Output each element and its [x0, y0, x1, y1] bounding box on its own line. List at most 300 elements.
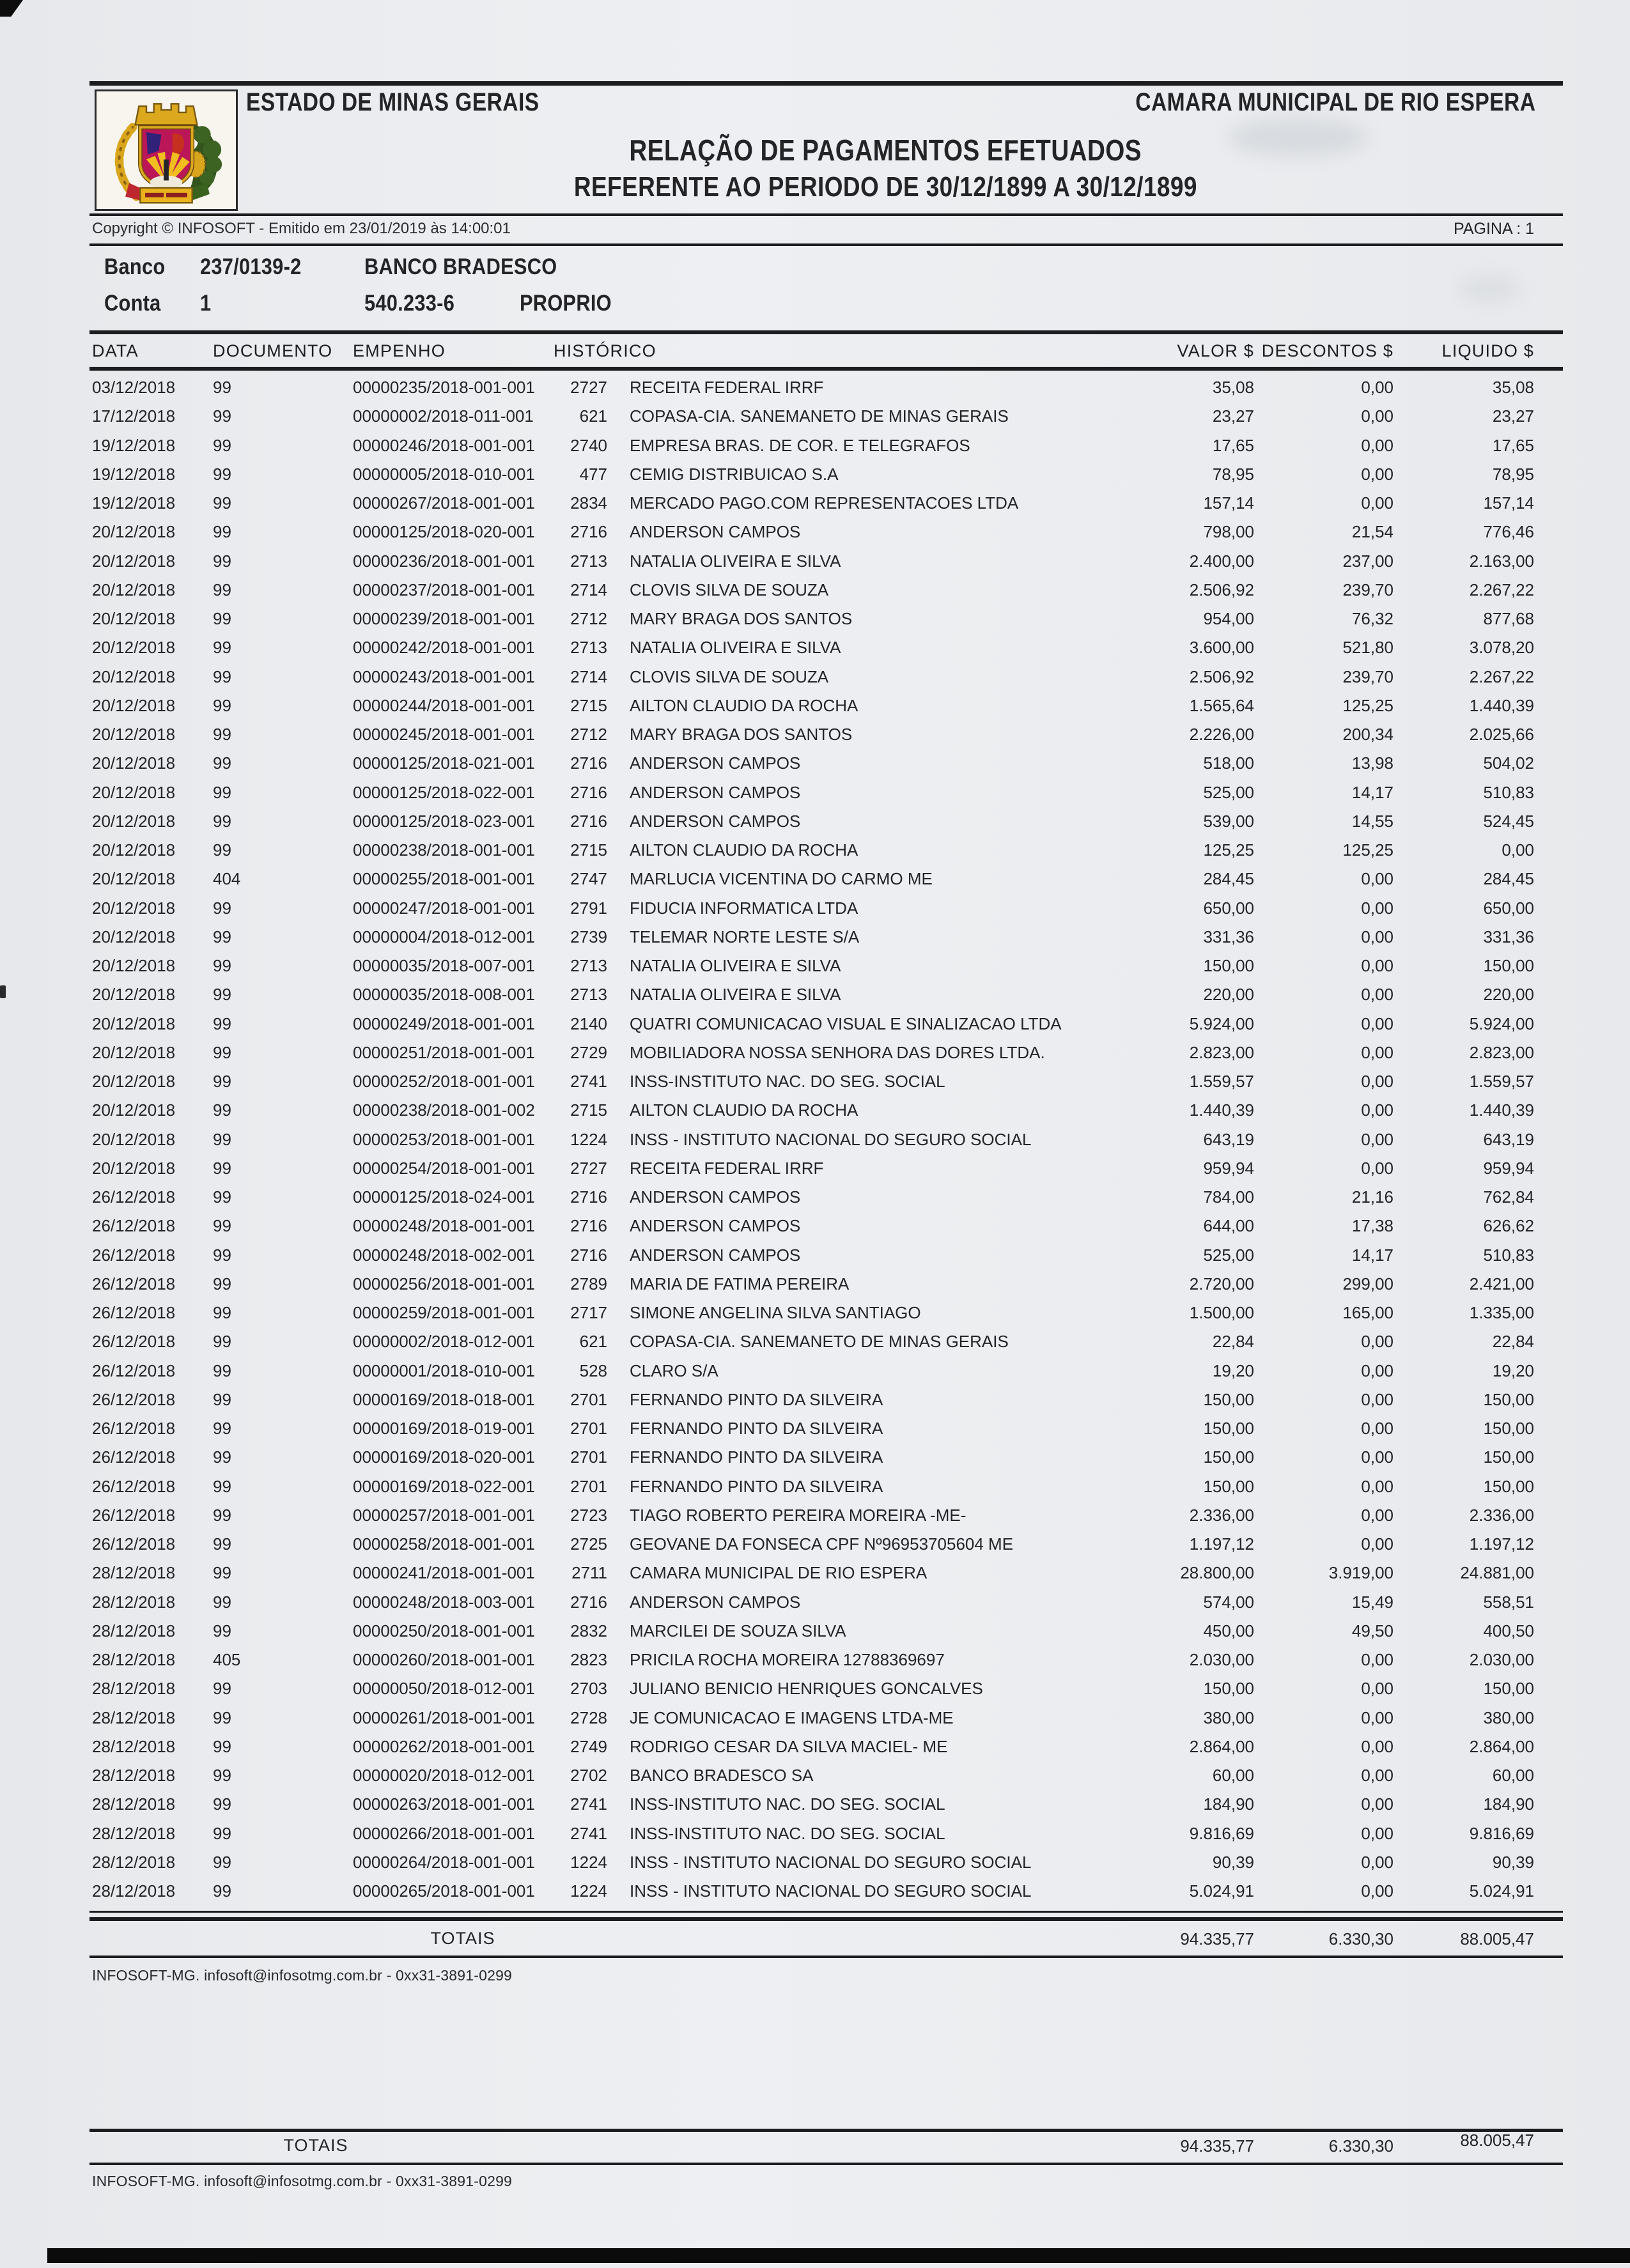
cell-valor: 2.226,00 [1189, 725, 1254, 744]
scan-edge-speck [0, 985, 6, 998]
cell-empenho: 00000020/2018-012-001 [353, 1766, 535, 1786]
cell-date: 20/12/2018 [92, 956, 176, 976]
cell-historico-description: CLOVIS SILVA DE SOUZA [630, 667, 829, 686]
cell-historico-description: ANDERSON CAMPOS [630, 782, 801, 802]
cell-empenho: 00000267/2018-001-001 [353, 493, 535, 513]
cell-liquido: 150,00 [1483, 956, 1534, 976]
table-row [92, 1038, 1534, 1067]
cell-documento: 99 [213, 435, 231, 455]
cell-liquido: 0,00 [1502, 840, 1534, 860]
cell-valor: 1.197,12 [1189, 1534, 1254, 1554]
cell-documento: 99 [213, 1332, 231, 1352]
totals-descontos: 6.330,30 [1328, 1929, 1393, 1948]
cell-liquido: 1.440,39 [1469, 695, 1534, 715]
cell-descontos: 0,00 [1361, 1736, 1393, 1756]
cell-empenho: 00000253/2018-001-001 [353, 1129, 535, 1149]
cell-historico-description: MARIA DE FATIMA PEREIRA [630, 1274, 850, 1293]
cell-historico-code: 2741 [570, 1072, 607, 1092]
conta-code: 540.233-6 [364, 291, 455, 316]
cell-empenho: 00000169/2018-022-001 [353, 1476, 535, 1496]
cell-empenho: 00000125/2018-024-001 [353, 1187, 535, 1207]
cell-empenho: 00000236/2018-001-001 [353, 551, 535, 571]
cell-historico-code: 2716 [570, 753, 607, 773]
cell-valor: 2.506,92 [1189, 580, 1254, 599]
cell-documento: 99 [213, 1679, 231, 1699]
cell-date: 20/12/2018 [92, 782, 176, 802]
cell-historico-description: ANDERSON CAMPOS [630, 1592, 801, 1612]
cell-historico-description: NATALIA OLIVEIRA E SILVA [630, 956, 841, 976]
cell-documento: 99 [213, 1042, 231, 1062]
cell-documento: 99 [213, 406, 231, 426]
cell-valor: 2.030,00 [1189, 1650, 1254, 1670]
cell-date: 20/12/2018 [92, 580, 176, 599]
cell-liquido: 331,36 [1483, 927, 1534, 946]
totals-valor-bottom: 94.335,77 [1180, 2136, 1254, 2156]
cell-descontos: 0,00 [1361, 1419, 1393, 1439]
cell-documento: 99 [213, 1072, 231, 1092]
cell-empenho: 00000005/2018-010-001 [353, 464, 535, 484]
cell-date: 03/12/2018 [92, 378, 176, 397]
cell-liquido: 2.267,22 [1469, 580, 1534, 599]
cell-empenho: 00000261/2018-001-001 [353, 1708, 535, 1727]
cell-historico-description: MERCADO PAGO.COM REPRESENTACOES LTDA [630, 493, 1019, 513]
cell-date: 28/12/2018 [92, 1823, 176, 1843]
cell-documento: 405 [213, 1650, 241, 1670]
cell-empenho: 00000248/2018-003-001 [353, 1592, 535, 1612]
table-row [92, 431, 1534, 460]
cell-historico-code: 477 [579, 464, 607, 484]
cell-valor: 150,00 [1203, 956, 1254, 976]
table-header-row [92, 337, 1534, 364]
rule-below-header [89, 213, 1563, 216]
cell-liquido: 2.025,66 [1469, 725, 1534, 744]
cell-empenho: 00000235/2018-001-001 [353, 378, 535, 397]
table-row [92, 894, 1534, 923]
cell-liquido: 650,00 [1483, 898, 1534, 918]
cell-historico-description: FERNANDO PINTO DA SILVEIRA [630, 1419, 883, 1439]
cell-valor: 90,39 [1212, 1852, 1254, 1872]
cell-historico-description: FERNANDO PINTO DA SILVEIRA [630, 1476, 883, 1496]
cell-descontos: 3.919,00 [1328, 1563, 1393, 1583]
rule-totals2-top [89, 2129, 1563, 2132]
cell-date: 20/12/2018 [92, 551, 176, 571]
cell-historico-description: AILTON CLAUDIO DA ROCHA [630, 695, 858, 715]
cell-historico-code: 2834 [570, 493, 607, 513]
cell-valor: 220,00 [1203, 985, 1254, 1005]
col-header-liquido: LIQUIDO $ [1441, 341, 1534, 360]
cell-historico-code: 2712 [570, 609, 607, 629]
conta-label: Conta [104, 291, 161, 316]
cell-historico-description: FERNANDO PINTO DA SILVEIRA [630, 1447, 883, 1467]
rule-table-header-bottom [89, 367, 1563, 371]
cell-historico-code: 2715 [570, 1100, 607, 1120]
cell-descontos: 0,00 [1361, 1766, 1393, 1786]
cell-descontos: 0,00 [1361, 435, 1393, 455]
cell-documento: 99 [213, 956, 231, 976]
cell-documento: 99 [213, 1708, 231, 1727]
cell-documento: 99 [213, 1505, 231, 1525]
rule-table-header-top [89, 330, 1563, 334]
cell-historico-code: 2823 [570, 1650, 607, 1670]
cell-valor: 150,00 [1203, 1679, 1254, 1699]
cell-documento: 99 [213, 753, 231, 773]
rule-totals1-bottom [89, 1956, 1563, 1958]
cell-date: 26/12/2018 [92, 1389, 176, 1409]
cell-historico-description: COPASA-CIA. SANEMANETO DE MINAS GERAIS [630, 1332, 1009, 1352]
cell-documento: 99 [213, 840, 231, 860]
cell-documento: 99 [213, 1563, 231, 1583]
cell-historico-code: 2701 [570, 1419, 607, 1439]
banco-label: Banco [104, 254, 166, 279]
cell-date: 20/12/2018 [92, 522, 176, 542]
cell-date: 20/12/2018 [92, 638, 176, 658]
cell-documento: 99 [213, 1187, 231, 1207]
totals-row [92, 1926, 1534, 1952]
cell-date: 28/12/2018 [92, 1794, 176, 1814]
cell-liquido: 150,00 [1483, 1679, 1534, 1699]
cell-empenho: 00000259/2018-001-001 [353, 1303, 535, 1323]
cell-documento: 99 [213, 898, 231, 918]
cell-empenho: 00000245/2018-001-001 [353, 725, 535, 744]
totals-liquido-bottom: 88.005,47 [1460, 2130, 1534, 2150]
cell-empenho: 00000250/2018-001-001 [353, 1621, 535, 1640]
cell-empenho: 00000050/2018-012-001 [353, 1679, 535, 1699]
table-row [92, 1472, 1534, 1501]
cell-historico-code: 2832 [570, 1621, 607, 1640]
cell-historico-code: 1224 [570, 1852, 607, 1872]
cell-valor: 150,00 [1203, 1447, 1254, 1467]
cell-historico-description: ANDERSON CAMPOS [630, 522, 801, 542]
cell-liquido: 5.024,91 [1469, 1881, 1534, 1901]
cell-date: 19/12/2018 [92, 464, 176, 484]
cell-descontos: 0,00 [1361, 1447, 1393, 1467]
cell-historico-code: 528 [579, 1361, 607, 1380]
col-header-descontos: DESCONTOS $ [1261, 341, 1393, 360]
col-header-valor: VALOR $ [1177, 341, 1254, 360]
table-row [92, 778, 1534, 807]
cell-valor: 1.440,39 [1189, 1100, 1254, 1120]
totals-row-bottom [92, 2130, 1534, 2159]
table-row [92, 402, 1534, 431]
cell-descontos: 299,00 [1342, 1274, 1393, 1293]
cell-liquido: 877,68 [1483, 609, 1534, 629]
cell-valor: 1.559,57 [1189, 1072, 1254, 1092]
cell-historico-description: FERNANDO PINTO DA SILVEIRA [630, 1389, 883, 1409]
cell-historico-description: INSS-INSTITUTO NAC. DO SEG. SOCIAL [630, 1794, 945, 1814]
cell-valor: 450,00 [1203, 1621, 1254, 1640]
table-row [92, 1674, 1534, 1703]
cell-historico-description: BANCO BRADESCO SA [630, 1766, 814, 1786]
cell-documento: 99 [213, 725, 231, 744]
report-period: REFERENTE AO PERIODO DE 30/12/1899 A 30/12/1899 [573, 171, 1197, 203]
cell-documento: 99 [213, 985, 231, 1005]
cell-descontos: 0,00 [1361, 1708, 1393, 1727]
cell-descontos: 200,34 [1342, 725, 1393, 744]
table-row [92, 807, 1534, 836]
cell-date: 26/12/2018 [92, 1419, 176, 1439]
cell-documento: 99 [213, 1823, 231, 1843]
cell-valor: 1.500,00 [1189, 1303, 1254, 1323]
rule-totals1-thin [89, 1911, 1563, 1913]
cell-documento: 99 [213, 1361, 231, 1380]
cell-documento: 99 [213, 1736, 231, 1756]
cell-valor: 954,00 [1203, 609, 1254, 629]
totals-valor: 94.335,77 [1180, 1929, 1254, 1948]
cell-historico-code: 2716 [570, 811, 607, 831]
cell-date: 20/12/2018 [92, 753, 176, 773]
cell-historico-code: 2713 [570, 638, 607, 658]
cell-liquido: 959,94 [1483, 1158, 1534, 1178]
cell-date: 20/12/2018 [92, 695, 176, 715]
cell-historico-description: NATALIA OLIVEIRA E SILVA [630, 638, 841, 658]
cell-historico-description: INSS-INSTITUTO NAC. DO SEG. SOCIAL [630, 1823, 945, 1843]
cell-liquido: 1.197,12 [1469, 1534, 1534, 1554]
cell-valor: 2.506,92 [1189, 667, 1254, 686]
cell-historico-code: 2716 [570, 1187, 607, 1207]
cell-historico-description: RECEITA FEDERAL IRRF [630, 1158, 824, 1178]
cell-liquido: 2.163,00 [1469, 551, 1534, 571]
cell-liquido: 1.559,57 [1469, 1072, 1534, 1092]
cell-historico-code: 2715 [570, 840, 607, 860]
cell-historico-code: 2716 [570, 522, 607, 542]
cell-historico-description: ANDERSON CAMPOS [630, 1216, 801, 1236]
cell-documento: 99 [213, 1419, 231, 1439]
cell-date: 28/12/2018 [92, 1708, 176, 1727]
cell-historico-code: 2713 [570, 956, 607, 976]
cell-valor: 380,00 [1203, 1708, 1254, 1727]
conta-type: PROPRIO [520, 291, 612, 316]
cell-historico-description: MOBILIADORA NOSSA SENHORA DAS DORES LTDA. [630, 1042, 1045, 1062]
cell-historico-code: 1224 [570, 1129, 607, 1149]
cell-empenho: 00000258/2018-001-001 [353, 1534, 535, 1554]
cell-documento: 99 [213, 782, 231, 802]
cell-empenho: 00000244/2018-001-001 [353, 695, 535, 715]
rule-totals1-thick [89, 1917, 1563, 1921]
cell-descontos: 0,00 [1361, 406, 1393, 426]
report-title: RELAÇÃO DE PAGAMENTOS EFETUADOS [629, 134, 1142, 167]
cell-date: 26/12/2018 [92, 1447, 176, 1467]
cell-empenho: 00000242/2018-001-001 [353, 638, 535, 658]
col-header-historico: HISTÓRICO [554, 341, 656, 360]
table-row [92, 691, 1534, 720]
cell-documento: 99 [213, 1100, 231, 1120]
cell-liquido: 776,46 [1483, 522, 1534, 542]
table-row [92, 1559, 1534, 1587]
cell-descontos: 0,00 [1361, 1014, 1393, 1033]
cell-date: 26/12/2018 [92, 1505, 176, 1525]
totals-label: TOTAIS [430, 1929, 495, 1948]
cell-documento: 99 [213, 378, 231, 397]
table-row [92, 1443, 1534, 1472]
cell-date: 20/12/2018 [92, 1100, 176, 1120]
cell-empenho: 00000246/2018-001-001 [353, 435, 535, 455]
cell-empenho: 00000247/2018-001-001 [353, 898, 535, 918]
cell-valor: 539,00 [1203, 811, 1254, 831]
cell-descontos: 0,00 [1361, 493, 1393, 513]
cell-documento: 99 [213, 1534, 231, 1554]
cell-historico-code: 2701 [570, 1389, 607, 1409]
cell-historico-description: INSS - INSTITUTO NACIONAL DO SEGURO SOCIAL [630, 1881, 1032, 1901]
cell-empenho: 00000237/2018-001-001 [353, 580, 535, 599]
cell-descontos: 0,00 [1361, 1852, 1393, 1872]
cell-historico-description: CEMIG DISTRIBUICAO S.A [630, 464, 839, 484]
table-row [92, 633, 1534, 662]
cell-empenho: 00000264/2018-001-001 [353, 1852, 535, 1872]
table-row [92, 1414, 1534, 1443]
cell-documento: 404 [213, 869, 241, 889]
table-row [92, 1385, 1534, 1414]
cell-valor: 150,00 [1203, 1419, 1254, 1439]
cell-empenho: 00000001/2018-010-001 [353, 1361, 535, 1380]
cell-empenho: 00000125/2018-023-001 [353, 811, 535, 831]
cell-liquido: 22,84 [1492, 1332, 1534, 1352]
cell-historico-description: RODRIGO CESAR DA SILVA MACIEL- ME [630, 1736, 948, 1756]
cell-documento: 99 [213, 1129, 231, 1149]
cell-liquido: 157,14 [1483, 493, 1534, 513]
cell-date: 28/12/2018 [92, 1766, 176, 1786]
cell-descontos: 0,00 [1361, 1389, 1393, 1409]
cell-historico-description: JULIANO BENICIO HENRIQUES GONCALVES [630, 1679, 983, 1699]
cell-descontos: 0,00 [1361, 1361, 1393, 1380]
cell-historico-code: 2789 [570, 1274, 607, 1293]
rule-top [89, 81, 1563, 86]
cell-descontos: 0,00 [1361, 927, 1393, 946]
cell-liquido: 400,50 [1483, 1621, 1534, 1640]
cell-liquido: 626,62 [1483, 1216, 1534, 1236]
cell-descontos: 0,00 [1361, 378, 1393, 397]
cell-historico-description: ANDERSON CAMPOS [630, 811, 801, 831]
cell-historico-description: INSS - INSTITUTO NACIONAL DO SEGURO SOCIAL [630, 1852, 1032, 1872]
conta-number: 1 [200, 291, 212, 316]
cell-valor: 5.024,91 [1189, 1881, 1254, 1901]
cell-descontos: 0,00 [1361, 1476, 1393, 1496]
table-rows [92, 373, 1534, 1906]
cell-date: 20/12/2018 [92, 1014, 176, 1033]
cell-date: 20/12/2018 [92, 869, 176, 889]
cell-empenho: 00000002/2018-011-001 [353, 406, 534, 426]
cell-empenho: 00000248/2018-002-001 [353, 1245, 535, 1265]
cell-valor: 2.823,00 [1189, 1042, 1254, 1062]
cell-liquido: 2.030,00 [1469, 1650, 1534, 1670]
cell-date: 26/12/2018 [92, 1332, 176, 1352]
table-row [92, 547, 1534, 576]
cell-liquido: 2.823,00 [1469, 1042, 1534, 1062]
cell-empenho: 00000257/2018-001-001 [353, 1505, 535, 1525]
table-row [92, 865, 1534, 893]
cell-documento: 99 [213, 695, 231, 715]
cell-historico-code: 2725 [570, 1534, 607, 1554]
cell-valor: 798,00 [1203, 522, 1254, 542]
cell-liquido: 2.267,22 [1469, 667, 1534, 686]
cell-documento: 99 [213, 1303, 231, 1323]
cell-empenho: 00000243/2018-001-001 [353, 667, 535, 686]
table-row [92, 1732, 1534, 1761]
cell-historico-code: 2712 [570, 725, 607, 744]
cell-descontos: 0,00 [1361, 1794, 1393, 1814]
table-row [92, 1704, 1534, 1732]
cell-historico-code: 1224 [570, 1881, 607, 1901]
cell-liquido: 558,51 [1483, 1592, 1534, 1612]
cell-historico-description: ANDERSON CAMPOS [630, 1187, 801, 1207]
cell-valor: 331,36 [1203, 927, 1254, 946]
cell-date: 20/12/2018 [92, 811, 176, 831]
footer-contact-line: INFOSOFT-MG. infosoft@infosotmg.com.br - 0xx31-3891-0299 [92, 1967, 513, 1984]
cell-liquido: 510,83 [1483, 782, 1534, 802]
cell-date: 28/12/2018 [92, 1736, 176, 1756]
cell-historico-code: 2741 [570, 1823, 607, 1843]
cell-valor: 525,00 [1203, 1245, 1254, 1265]
cell-documento: 99 [213, 1766, 231, 1786]
cell-historico-description: JE COMUNICACAO E IMAGENS LTDA-ME [630, 1708, 954, 1727]
cell-liquido: 5.924,00 [1469, 1014, 1534, 1033]
cell-historico-code: 2728 [570, 1708, 607, 1727]
cell-documento: 99 [213, 1621, 231, 1640]
cell-valor: 574,00 [1203, 1592, 1254, 1612]
cell-empenho: 00000263/2018-001-001 [353, 1794, 535, 1814]
cell-historico-description: CLARO S/A [630, 1361, 718, 1380]
cell-valor: 784,00 [1203, 1187, 1254, 1207]
cell-date: 28/12/2018 [92, 1679, 176, 1699]
cell-liquido: 23,27 [1492, 406, 1534, 426]
cell-historico-description: INSS-INSTITUTO NAC. DO SEG. SOCIAL [630, 1072, 945, 1092]
cell-historico-code: 2749 [570, 1736, 607, 1756]
cell-documento: 99 [213, 551, 231, 571]
cell-valor: 60,00 [1212, 1766, 1254, 1786]
cell-date: 28/12/2018 [92, 1621, 176, 1640]
page-number-label: PAGINA : 1 [1454, 220, 1534, 238]
cell-date: 20/12/2018 [92, 1042, 176, 1062]
table-row [92, 1327, 1534, 1356]
cell-liquido: 184,90 [1483, 1794, 1534, 1814]
cell-date: 28/12/2018 [92, 1881, 176, 1901]
cell-date: 26/12/2018 [92, 1476, 176, 1496]
cell-historico-description: ANDERSON CAMPOS [630, 753, 801, 773]
cell-valor: 78,95 [1212, 464, 1254, 484]
cell-date: 17/12/2018 [92, 406, 176, 426]
cell-empenho: 00000249/2018-001-001 [353, 1014, 535, 1033]
cell-empenho: 00000169/2018-020-001 [353, 1447, 535, 1467]
cell-valor: 643,19 [1203, 1129, 1254, 1149]
cell-descontos: 0,00 [1361, 1505, 1393, 1525]
table-row [92, 1299, 1534, 1327]
cell-documento: 99 [213, 1476, 231, 1496]
cell-date: 26/12/2018 [92, 1303, 176, 1323]
cell-empenho: 00000125/2018-021-001 [353, 753, 535, 773]
table-row [92, 1010, 1534, 1038]
cell-valor: 2.864,00 [1189, 1736, 1254, 1756]
table-row [92, 1646, 1534, 1674]
cell-documento: 99 [213, 927, 231, 946]
table-row [92, 576, 1534, 605]
cell-historico-description: FIDUCIA INFORMATICA LTDA [630, 898, 858, 918]
cell-valor: 184,90 [1203, 1794, 1254, 1814]
cell-date: 26/12/2018 [92, 1274, 176, 1293]
totals-liquido: 88.005,47 [1460, 1929, 1534, 1948]
cell-descontos: 0,00 [1361, 1042, 1393, 1062]
table-row [92, 460, 1534, 489]
cell-valor: 17,65 [1212, 435, 1254, 455]
cell-liquido: 150,00 [1483, 1476, 1534, 1496]
cell-valor: 125,25 [1203, 840, 1254, 860]
cell-empenho: 00000002/2018-012-001 [353, 1332, 535, 1352]
cell-empenho: 00000169/2018-019-001 [353, 1419, 535, 1439]
cell-historico-description: QUATRI COMUNICACAO VISUAL E SINALIZACAO LTDA [630, 1014, 1062, 1033]
cell-date: 26/12/2018 [92, 1187, 176, 1207]
cell-historico-description: RECEITA FEDERAL IRRF [630, 378, 824, 397]
cell-date: 26/12/2018 [92, 1361, 176, 1380]
cell-descontos: 0,00 [1361, 1100, 1393, 1120]
cell-historico-code: 621 [579, 406, 607, 426]
